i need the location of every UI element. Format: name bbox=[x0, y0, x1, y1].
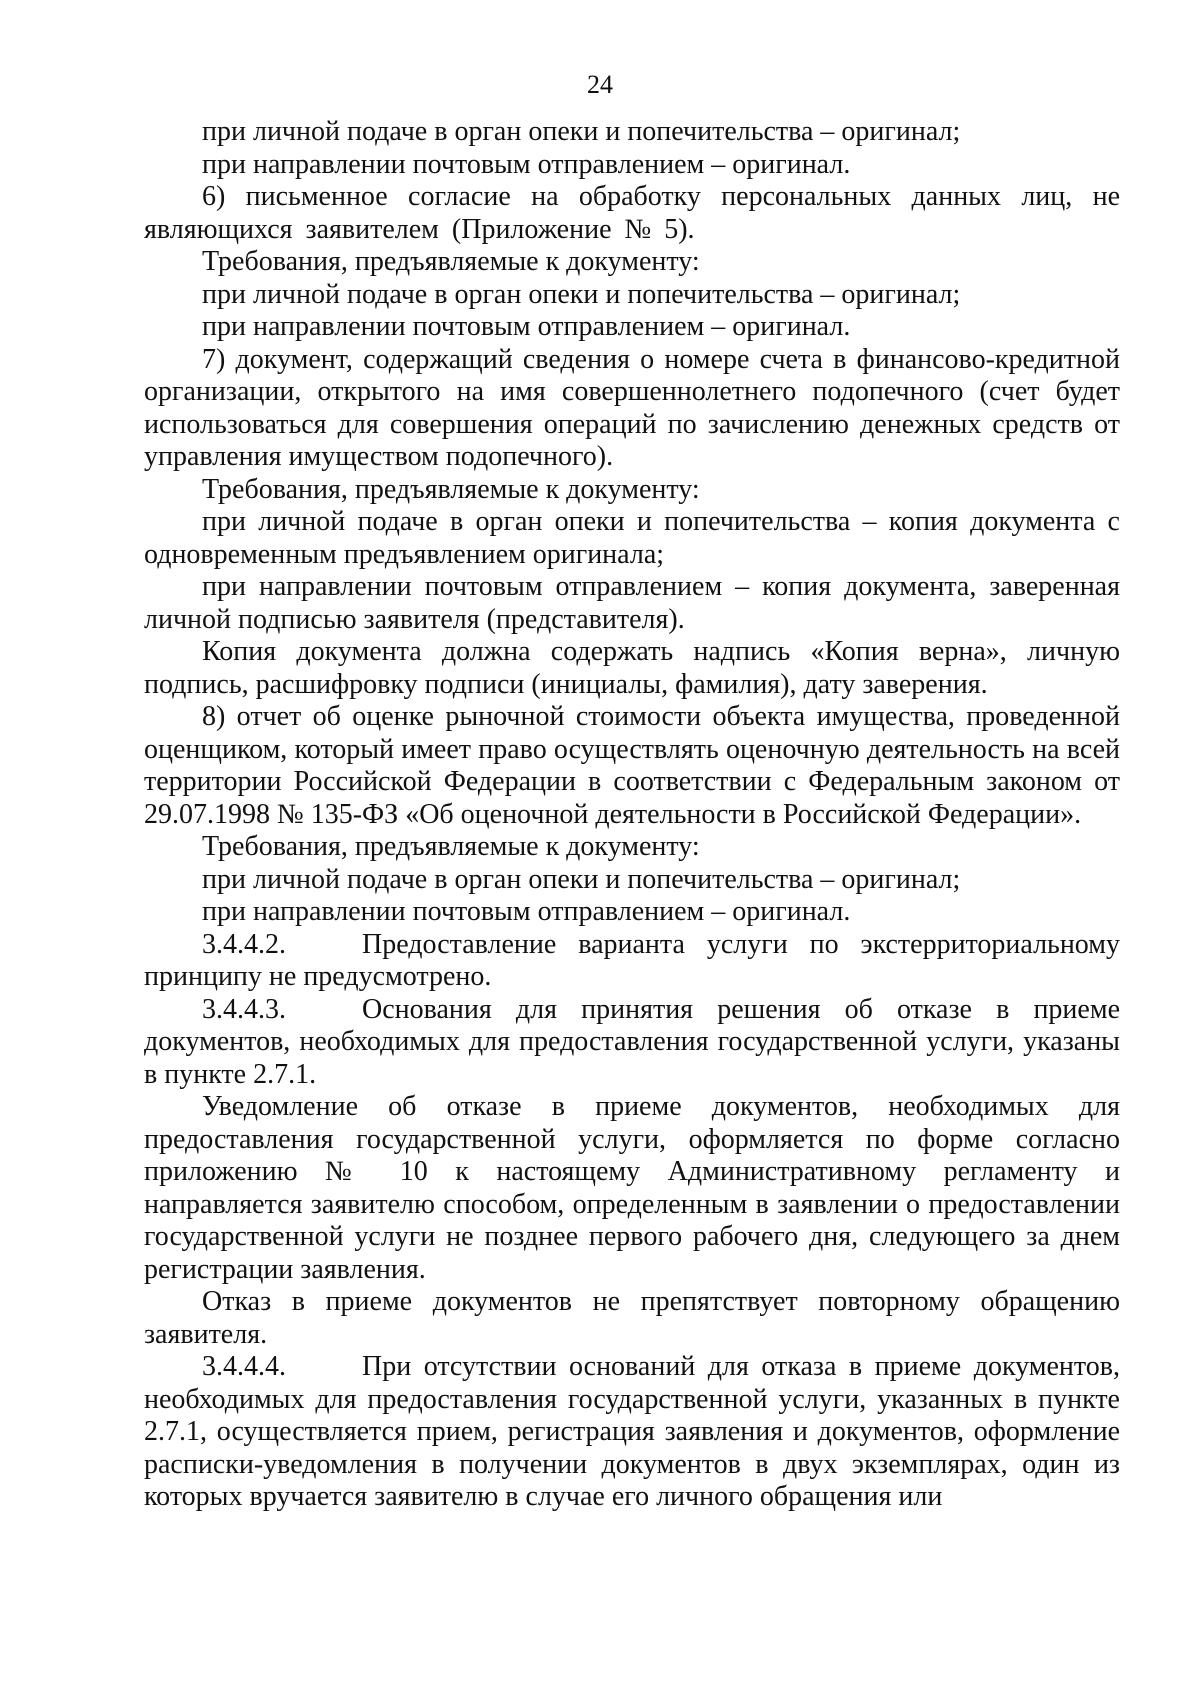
paragraph: Требования, предъявляемые к документу: bbox=[202, 246, 700, 277]
paragraph: Копия документа должна содержать надпись «Копия верна», личную подпись, расшифровку подписи (инициалы, фамилия), дату заверения. bbox=[144, 636, 1120, 700]
paragraph: при направлении почтовым отправлением – оригинал. bbox=[202, 311, 851, 342]
paragraph: Требования, предъявляемые к документу: bbox=[202, 473, 700, 505]
paragraph: Требования, предъявляемые к документу: bbox=[202, 831, 700, 862]
page-number: 24 bbox=[587, 70, 613, 99]
clause-text: Предоставление варианта услуги по экстерриториальному принципу не предусмотрено. bbox=[144, 928, 1120, 992]
paragraph: 8) отчет об оценке рыночной стоимости объекта имущества, проведенной оценщиком, который имеет право осуществлять оценочную деятельность на всей территории Российской Федерации в соответствии с Федеральным законом от 29.07.1998 № 135-ФЗ «Об оценочной деятельности в Российской Федерации». bbox=[144, 701, 1120, 830]
paragraph: при направлении почтовым отправлением – копия документа, заверенная личной подписью заявителя (представителя). bbox=[144, 571, 1120, 635]
paragraph: при направлении почтовым отправлением – оригинал. bbox=[202, 896, 851, 927]
clause-text: Основания для принятия решения об отказе в приеме документов, необходимых для предоставления государственной услуги, указаны в пункте 2.7.1. bbox=[144, 993, 1120, 1090]
clause-paragraph bbox=[144, 929, 1120, 994]
paragraph: при личной подаче в орган опеки и попечительства – оригинал; bbox=[202, 116, 961, 147]
clause-number: 3.4.4.4. bbox=[202, 1351, 286, 1382]
clause-paragraph bbox=[144, 994, 1120, 1092]
paragraph: при личной подаче в орган опеки и попечительства – копия документа с одновременным предъявлением оригинала; bbox=[144, 506, 1120, 570]
clause-paragraph bbox=[144, 1351, 1120, 1514]
paragraph: Уведомление об отказе в приеме документов, необходимых для предоставления государственной услуги, оформляется по форме согласно приложению № 10 к настоящему Административному регламенту и направляется заявителю способом, определенным в заявлении о предоставлении государственной услуги не позднее первого рабочего дня, следующего за днем регистрации заявления. bbox=[144, 1091, 1120, 1285]
paragraph: при личной подаче в орган опеки и попечительства – оригинал; bbox=[202, 863, 961, 895]
paragraph: 7) документ, содержащий сведения о номере счета в финансово-кредитной организации, открытого на имя совершеннолетнего подопечного (счет будет использоваться для совершения операций по зачислению денежных средств от управления имуществом подопечного). bbox=[144, 343, 1120, 472]
paragraph: Отказ в приеме документов не препятствует повторному обращению заявителя. bbox=[144, 1286, 1120, 1350]
clause-text: При отсутствии оснований для отказа в приеме документов, необходимых для предоставления государственной услуги, указанных в пункте 2.7.1, осуществляется прием, регистрация заявления и документов, оформление расписки-уведомления в получении документов в двух экземплярах, один из которых вручается заявителю в случае его личного обращения или bbox=[144, 1351, 1120, 1512]
clause-number: 3.4.4.2. bbox=[202, 928, 286, 960]
paragraph: 6) письменное согласие на обработку персональных данных лиц, не являющихся заявителем (Приложение № 5). bbox=[144, 181, 1120, 245]
paragraph: при личной подаче в орган опеки и попечительства – оригинал; bbox=[202, 278, 961, 310]
clause-number: 3.4.4.3. bbox=[202, 993, 286, 1025]
document-body bbox=[144, 116, 1120, 1514]
paragraph: при направлении почтовым отправлением – оригинал. bbox=[202, 148, 851, 180]
